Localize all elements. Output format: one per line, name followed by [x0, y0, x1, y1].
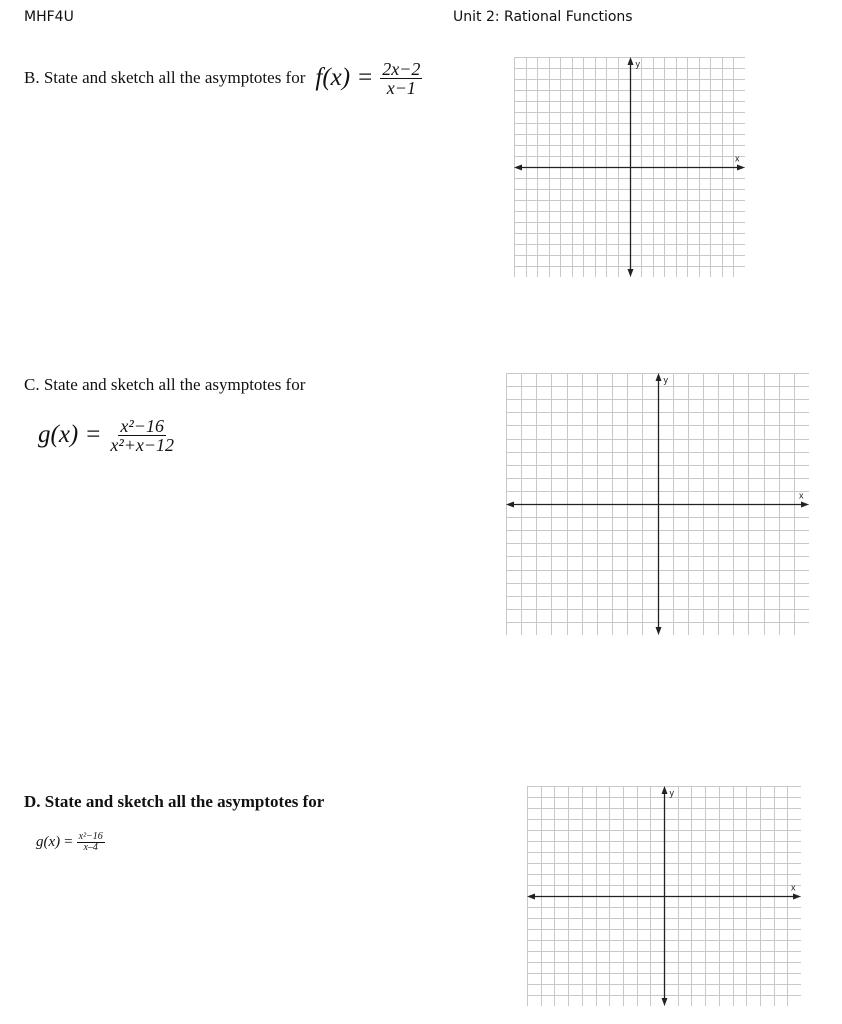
- coordinate-plane: [527, 786, 801, 1006]
- x-axis-label: x: [735, 153, 740, 164]
- y-axis-arrow-down: [628, 269, 634, 277]
- question-c-formula: [38, 413, 176, 457]
- unit-title: Unit 2: Rational Functions: [453, 9, 633, 25]
- question-b-fraction: [380, 60, 422, 97]
- y-axis-label: y: [635, 59, 640, 69]
- y-axis-arrow-up: [662, 786, 668, 794]
- y-axis-arrow-down: [662, 998, 668, 1006]
- question-b-numerator: 2x−2: [382, 58, 421, 79]
- x-axis-arrow-right: [801, 502, 809, 508]
- graph-grid-d[interactable]: [527, 786, 801, 1006]
- graph-grid-b[interactable]: [514, 57, 745, 277]
- question-b-denominator: x−1: [386, 77, 416, 98]
- x-axis-label: x: [791, 882, 796, 893]
- coordinate-plane: [514, 57, 745, 277]
- y-axis-label: y: [669, 788, 674, 798]
- question-d-prompt: D. State and sketch all the asymptotes for: [24, 792, 325, 811]
- x-axis-arrow-left: [527, 894, 535, 900]
- question-b-equals: =: [358, 64, 373, 91]
- course-code: MHF4U: [24, 9, 74, 25]
- question-c-fraction: [108, 417, 176, 454]
- y-axis-arrow-down: [656, 627, 662, 635]
- question-d-denominator: x–4: [83, 841, 98, 853]
- question-c-function-name: g(x): [38, 421, 79, 448]
- question-d-fraction: [77, 832, 105, 853]
- question-c-prompt: C. State and sketch all the asymptotes for: [24, 375, 306, 394]
- coordinate-plane: [506, 373, 809, 635]
- graph-grid-c[interactable]: [506, 373, 809, 635]
- x-axis-arrow-right: [737, 165, 745, 171]
- question-d-numerator: x²−16: [78, 830, 103, 842]
- x-axis-arrow-left: [514, 165, 522, 171]
- question-c-equals: =: [86, 421, 101, 448]
- x-axis-arrow-right: [793, 894, 801, 900]
- question-c-numerator: x²−16: [120, 415, 164, 436]
- x-axis-arrow-left: [506, 502, 514, 508]
- question-d-equals: =: [64, 833, 73, 850]
- question-b-function-name: f(x): [315, 64, 351, 91]
- y-axis-arrow-up: [656, 373, 662, 381]
- question-d-function-name: g(x): [36, 833, 61, 850]
- y-axis-label: y: [663, 375, 668, 385]
- question-b-prompt: B. State and sketch all the asymptotes for: [24, 68, 306, 87]
- question-d-formula: [36, 828, 105, 856]
- x-axis-label: x: [799, 490, 804, 501]
- y-axis-arrow-up: [628, 57, 634, 65]
- question-c-denominator: x²+x−12: [110, 434, 175, 455]
- question-b: [24, 58, 422, 98]
